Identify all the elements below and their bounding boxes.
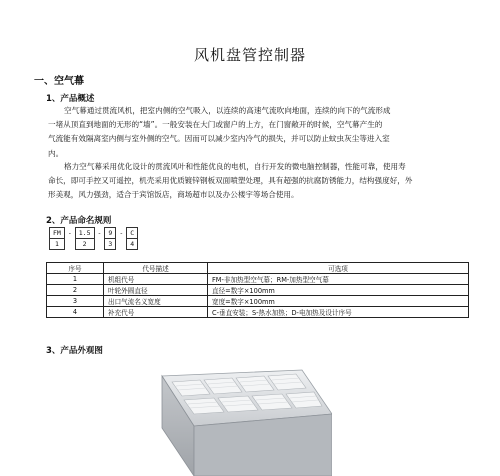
table-row: [47, 274, 469, 285]
naming-explanation-table: [46, 262, 469, 318]
table-cell: 机组代号: [104, 274, 208, 285]
naming-separator: [64, 239, 75, 250]
naming-code-cell: C: [127, 228, 138, 239]
table-cell: FM-非加热型空气幕；RM-加热型空气幕: [208, 274, 469, 285]
naming-index-cell: 1: [50, 239, 65, 250]
paragraph-line: 空气幕通过贯流风机，把室内侧的空气吸入，以连续的高速气流吹向地面，连续的向下的气流形成: [64, 106, 391, 115]
naming-code-cell: FM: [50, 228, 65, 239]
paragraph-line: 格力空气幕采用优化设计的贯流风叶和性能优良的电机，自行开发的微电脑控制器，性能可靠，使用寿: [64, 162, 406, 171]
table-cell: 2: [47, 285, 104, 296]
naming-code-cell: 9: [105, 228, 116, 239]
naming-index-cell: 3: [105, 239, 116, 250]
table-cell: 3: [47, 296, 104, 307]
naming-index-cell: 4: [127, 239, 138, 250]
naming-separator: -: [94, 228, 105, 239]
naming-separator: -: [116, 228, 127, 239]
paragraph-line: 一堵从顶直到地面的无形的“墙”。一般安装在大门或窗户的上方，在门窗敞开的时候，空气幕产生的: [48, 120, 383, 130]
naming-code-table: [49, 227, 138, 250]
subheading-appearance: 3、产品外观图: [46, 346, 103, 356]
naming-separator: [116, 239, 127, 250]
paragraph-line: 气流能有效隔离室内侧与室外侧的空气。因而可以减少室内冷气的损失，并可以防止蚊虫灰尘等进入室: [48, 134, 390, 144]
table-cell: 宽度=数字×100mm: [208, 296, 469, 307]
naming-index-row: [50, 239, 138, 250]
naming-index-cell: 2: [75, 239, 94, 250]
table-header-row: [47, 263, 469, 274]
table-cell: C-垂直安装；S-热水加热；D-电加热及设计序号: [208, 307, 469, 318]
table-cell: 4: [47, 307, 104, 318]
column-header: 序号: [47, 263, 104, 274]
naming-separator: -: [64, 228, 75, 239]
paragraph-line: 内。: [48, 148, 64, 158]
naming-separator: [94, 239, 105, 250]
table-row: [47, 307, 469, 318]
features-paragraph: [48, 160, 468, 203]
table-cell: 出口气流名义宽度: [104, 296, 208, 307]
overview-paragraph: [48, 104, 468, 161]
subheading-naming-rules: 2、产品命名规则: [46, 216, 112, 226]
naming-code-row: [50, 228, 138, 239]
table-row: [47, 285, 469, 296]
table-cell: 1: [47, 274, 104, 285]
column-header: 可选项: [208, 263, 469, 274]
section-heading-air-curtain: 一、空气幕: [34, 76, 84, 87]
page-title: 风机盘管控制器: [193, 46, 306, 64]
naming-code-cell: 1.5: [75, 228, 94, 239]
subheading-overview: 1、产品概述: [46, 94, 95, 104]
table-cell: 叶轮外圆直径: [104, 285, 208, 296]
paragraph-line: 形美观，风力强劲，适合于宾馆饭店，商场超市以及办公楼宇等场合使用。: [48, 190, 299, 200]
air-curtain-photo: [160, 368, 332, 476]
table-cell: 补充代号: [104, 307, 208, 318]
table-cell: 直径=数字×100mm: [208, 285, 469, 296]
column-header: 代号描述: [104, 263, 208, 274]
paragraph-line: 命长，即可手控又可遥控，机壳采用优质镀锌钢板双面喷塑处理，具有超强的抗腐防锈能力，结构强度好，外: [48, 176, 413, 186]
table-row: [47, 296, 469, 307]
